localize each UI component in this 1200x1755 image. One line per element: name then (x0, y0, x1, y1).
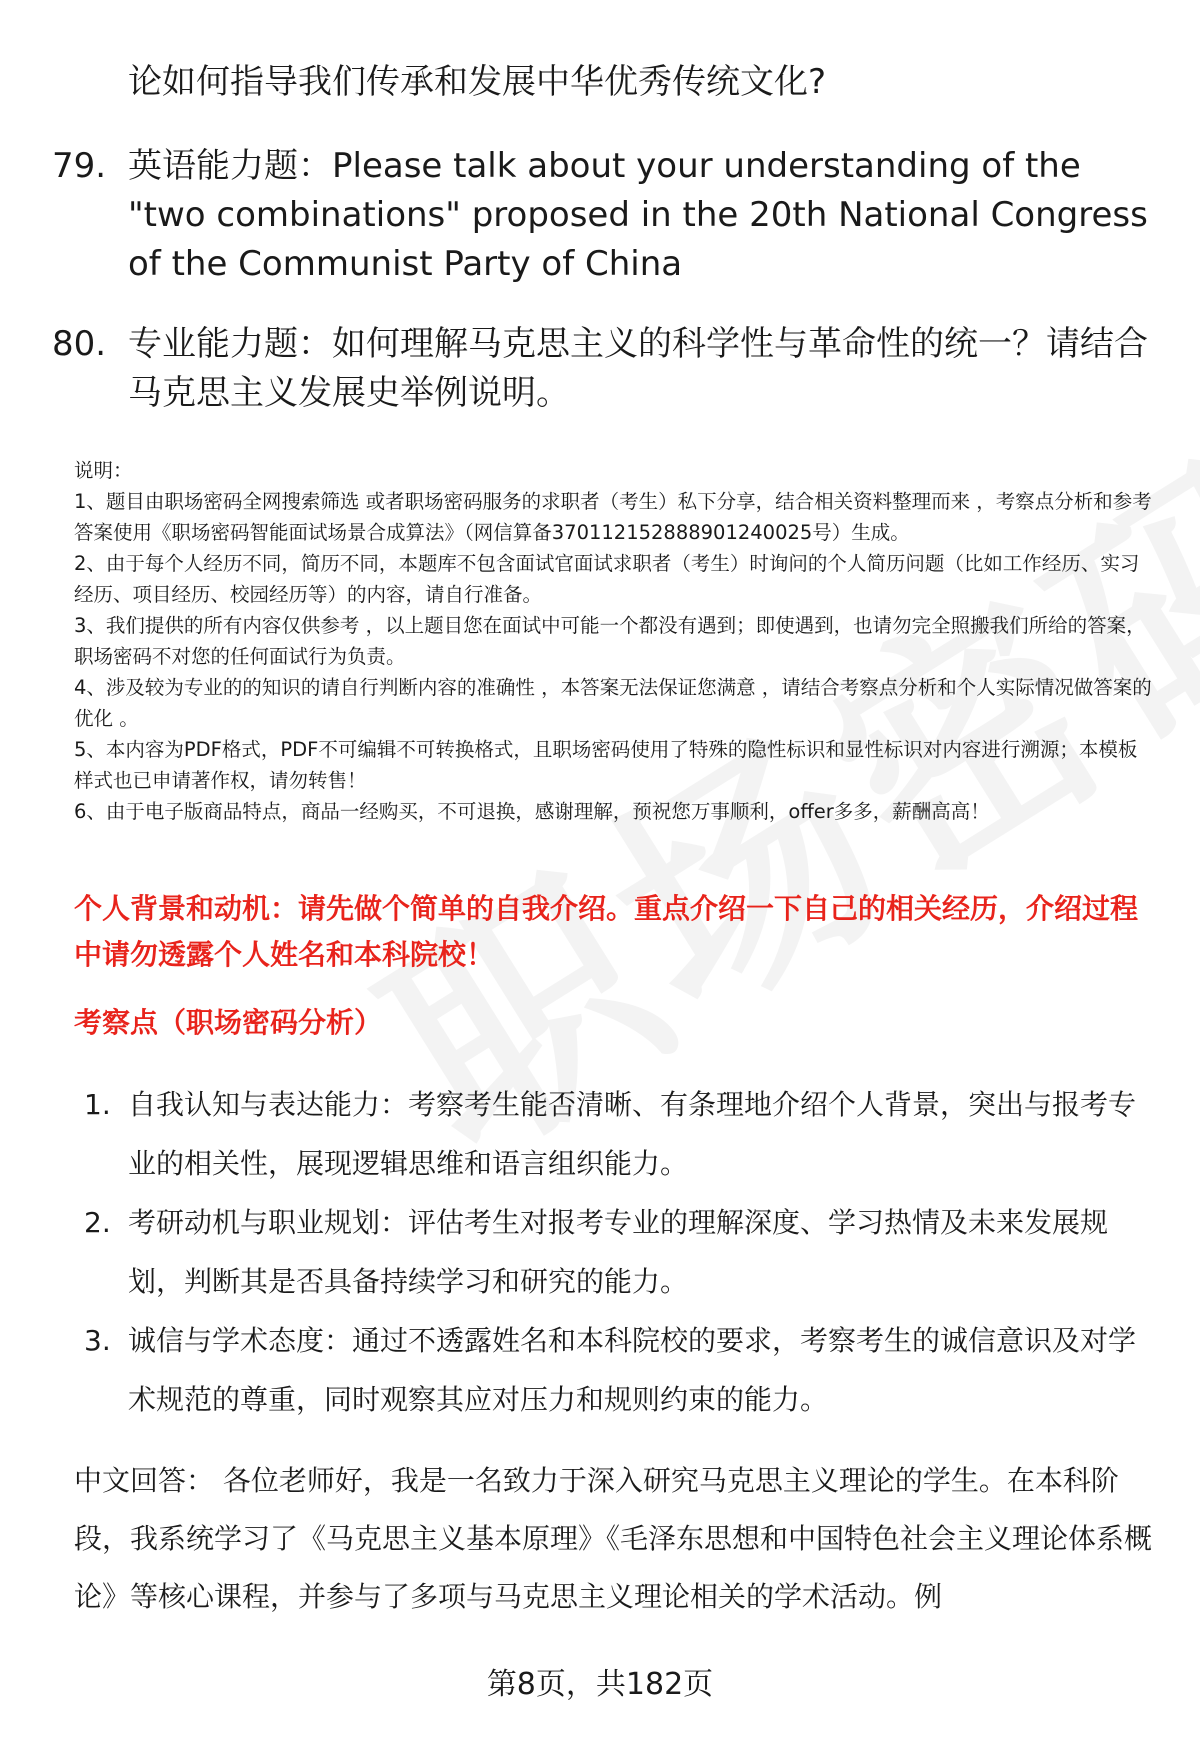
assessment-point (74, 1075, 1154, 1193)
point-text: 考研动机与职业规划：评估考生对报考专业的理解深度、学习热情及未来发展规划，判断其是否具备持续学习和研究的能力。 (128, 1206, 1109, 1298)
chinese-answer: 中文回答： 各位老师好，我是一名致力于深入研究马克思主义理论的学生。在本科阶段，我系统学习了《马克思主义基本原理》《毛泽东思想和中国特色社会主义理论体系概论》等核心课程，并参与了多项与马克思主义理论相关的学术活动。例 (74, 1464, 1153, 1613)
notes-title: 说明： (74, 459, 133, 482)
question-text: 英语能力题：Please talk about your understanding of the "two combinations" proposed in the 20th National Congress of the Communist Party of China (128, 146, 1148, 284)
question-text: 专业能力题：如何理解马克思主义的科学性与革命性的统一？请结合马克思主义发展史举例说明。 (128, 324, 1148, 413)
point-number: 3. (84, 1324, 111, 1357)
assessment-points (74, 1075, 1154, 1429)
assessment-heading: 考察点（职场密码分析） (74, 1006, 383, 1039)
question-78-continuation: 论如何指导我们传承和发展中华优秀传统文化? (128, 62, 827, 102)
point-text: 诚信与学术态度：通过不透露姓名和本科院校的要求，考察考生的诚信意识及对学术规范的尊重，同时观察其应对压力和规则约束的能力。 (128, 1324, 1137, 1416)
question-80 (52, 320, 1152, 418)
note-item: 2、由于每个人经历不同，简历不同，本题库不包含面试官面试求职者（考生）时询问的个人简历问题（比如工作经历、实习经历、项目经历、校园经历等）的内容，请自行准备。 (74, 552, 1140, 606)
assessment-point (74, 1193, 1154, 1311)
note-item: 5、本内容为PDF格式，PDF不可编辑不可转换格式，且职场密码使用了特殊的隐性标识和显性标识对内容进行溯源；本模板样式也已申请著作权，请勿转售！ (74, 738, 1138, 792)
page-footer: 第8页，共182页 (486, 1667, 714, 1702)
question-number: 80. (52, 324, 107, 364)
note-item: 3、我们提供的所有内容仅供参考 ，以上题目您在面试中可能一个都没有遇到；即使遇到，也请勿完全照搬我们所给的答案，职场密码不对您的任何面试行为负责。 (74, 614, 1146, 668)
note-item: 6、由于电子版商品特点，商品一经购买，不可退换，感谢理解，预祝您万事顺利，offer多多，薪酬高高！ (74, 800, 990, 823)
note-item: 1、题目由职场密码全网搜索筛选 或者职场密码服务的求职者（考生）私下分享，结合相关资料整理而来 ，考察点分析和参考答案使用《职场密码智能面试场景合成算法》（网信算备370112152888901240025号）生成。 (74, 490, 1152, 544)
point-number: 2. (84, 1206, 111, 1239)
question-79 (52, 142, 1152, 289)
point-number: 1. (84, 1088, 111, 1121)
background-heading: 个人背景和动机：请先做个简单的自我介绍。重点介绍一下自己的相关经历，介绍过程中请勿透露个人姓名和本科院校！ (74, 892, 1139, 971)
note-item: 4、涉及较为专业的的知识的请自行判断内容的准确性 ，本答案无法保证您满意 ，请结合考察点分析和个人实际情况做答案的优化 。 (74, 676, 1152, 730)
disclaimer-notes (74, 455, 1154, 827)
question-number: 79. (52, 146, 107, 186)
assessment-point (74, 1311, 1154, 1429)
point-text: 自我认知与表达能力：考察考生能否清晰、有条理地介绍个人背景，突出与报考专业的相关性，展现逻辑思维和语言组织能力。 (128, 1088, 1137, 1180)
